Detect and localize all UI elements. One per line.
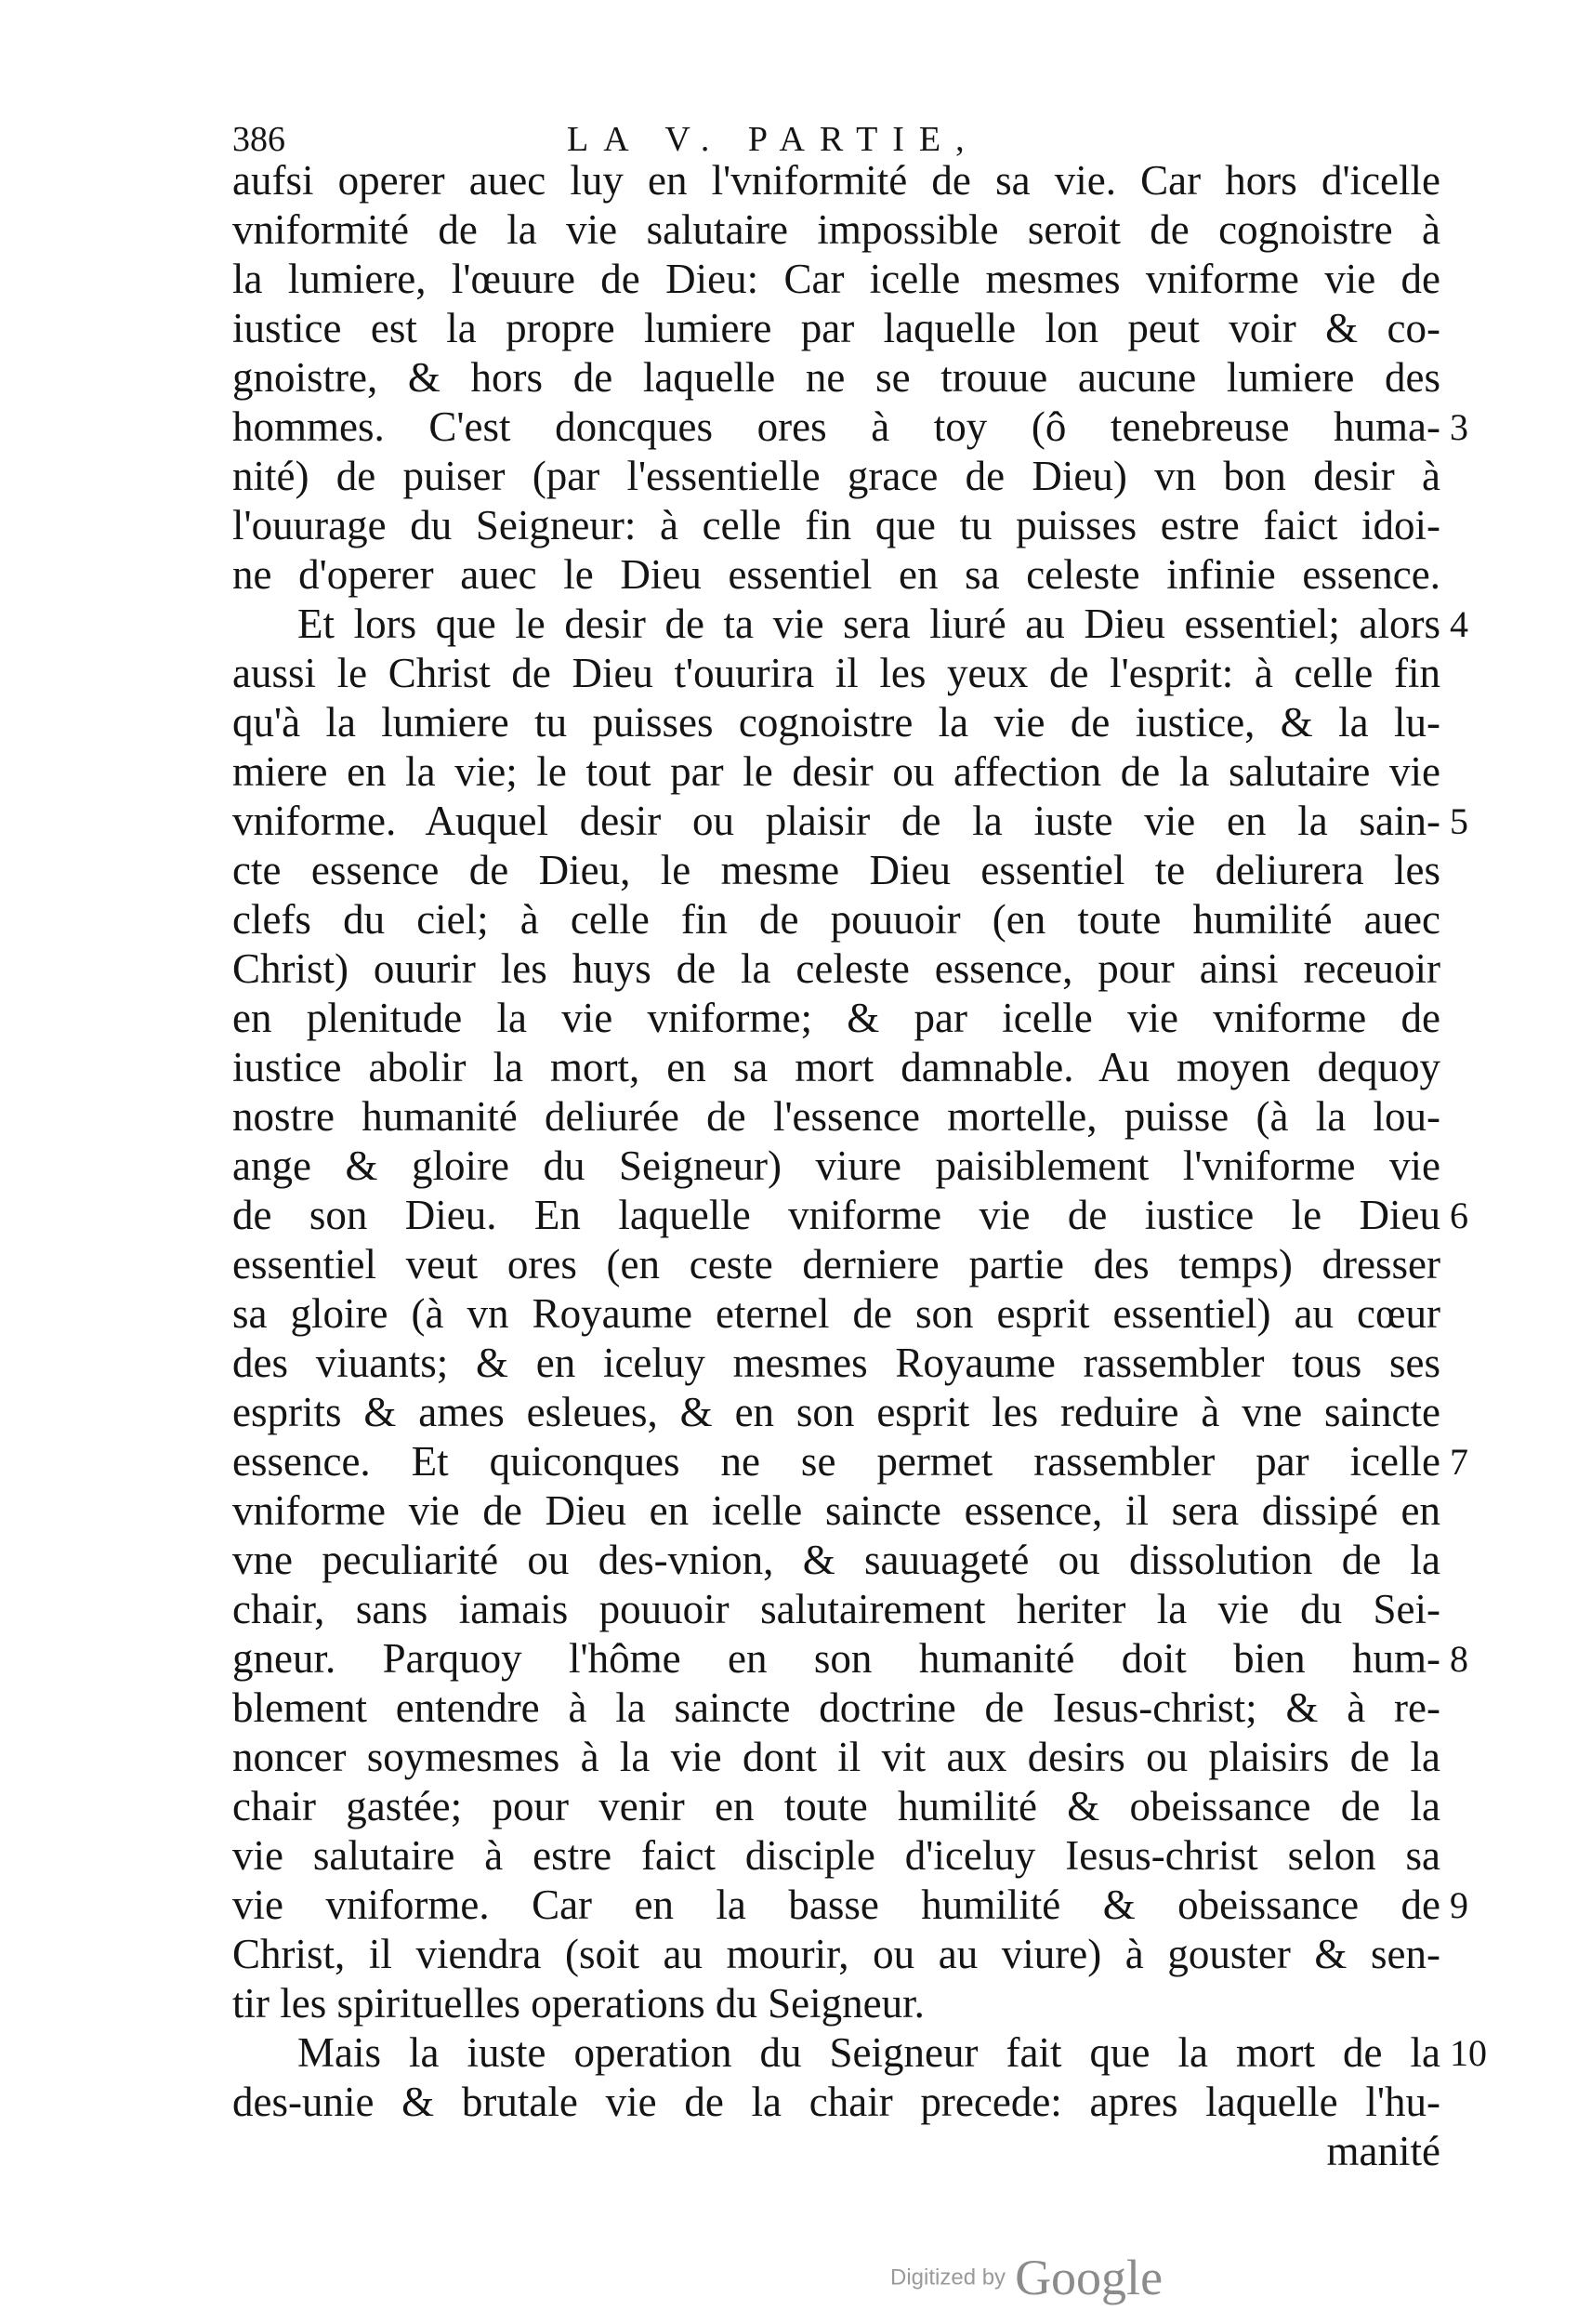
page-number: 386	[232, 120, 285, 159]
line-text: essentiel veut ores (en ceste derniere partie des temps) dresser	[232, 1241, 1440, 1287]
text-line	[232, 1831, 1440, 1881]
text-line	[232, 600, 1468, 649]
line-text: essence. Et quiconques ne se permet rassembler par icelle	[232, 1438, 1440, 1485]
verse-number: 4	[1450, 603, 1468, 645]
text-line	[232, 2028, 1487, 2078]
running-head: LA V. PARTIE,	[567, 120, 980, 159]
line-text: en plenitude la vie vniforme; & par icelle vie vniforme de	[232, 995, 1440, 1041]
verse-number: 5	[1450, 800, 1468, 842]
verse-number: 3	[1450, 406, 1468, 448]
text-line	[232, 353, 1440, 403]
line-text: des-unie & brutale vie de la chair precede: apres laquelle l'hu-	[232, 2079, 1440, 2125]
verse-number: 7	[1450, 1441, 1468, 1483]
line-text: Christ) ouurir les huys de la celeste essence, pour ainsi receuoir	[232, 945, 1440, 992]
text-line	[232, 797, 1468, 846]
text-line	[232, 304, 1440, 353]
text-line	[232, 550, 1440, 600]
text-line	[232, 2078, 1440, 2127]
line-text: vie salutaire à estre faict disciple d'iceluy Iesus-christ selon sa	[232, 1832, 1440, 1879]
text-line	[232, 1585, 1440, 1634]
digitized-label: Digitized by	[890, 2265, 1006, 2291]
text-line	[232, 501, 1440, 550]
text-line	[232, 649, 1440, 698]
text-line	[232, 205, 1440, 255]
line-text: tir les spirituelles operations du Seigneur.	[232, 1980, 925, 2027]
line-text: vie vniforme. Car en la basse humilité & obeissance de	[232, 1882, 1440, 1928]
text-line	[232, 994, 1440, 1043]
line-text: sa gloire (à vn Royaume eternel de son esprit essentiel) au cœur	[232, 1290, 1440, 1337]
text-line	[232, 895, 1440, 944]
line-text: vne peculiarité ou des-vnion, & sauuageté ou dissolution de la	[232, 1537, 1440, 1583]
text-line	[232, 403, 1468, 452]
text-line	[232, 1979, 1440, 2028]
line-text: nostre humanité deliurée de l'essence mortelle, puisse (à la lou-	[232, 1093, 1440, 1140]
line-text: qu'à la lumiere tu puisses cognoistre la vie de iustice, & la lu-	[232, 699, 1440, 746]
text-line	[232, 747, 1440, 797]
line-text: aussi le Christ de Dieu t'ouurira il les yeux de l'esprit: à celle fin	[232, 650, 1440, 696]
line-text: nité) de puiser (par l'essentielle grace de Dieu) vn bon desir à	[232, 453, 1440, 499]
text-line	[232, 1092, 1440, 1142]
text-line	[232, 1289, 1440, 1339]
text-line	[232, 1486, 1440, 1536]
line-text: ne d'operer auec le Dieu essentiel en sa celeste infinie essence.	[232, 551, 1440, 598]
text-line	[232, 944, 1440, 994]
line-text: cte essence de Dieu, le mesme Dieu essentiel te deliurera les	[232, 847, 1440, 893]
line-text: iustice abolir la mort, en sa mort damnable. Au moyen dequoy	[232, 1044, 1440, 1090]
text-line	[232, 1881, 1468, 1930]
digitized-by-google-watermark	[890, 2250, 1163, 2305]
line-text: blement entendre à la saincte doctrine de Iesus-christ; & à re-	[232, 1684, 1440, 1731]
line-text: la lumiere, l'œuure de Dieu: Car icelle mesmes vniforme vie de	[232, 256, 1440, 302]
line-text: vniforme vie de Dieu en icelle saincte essence, il sera dissipé en	[232, 1487, 1440, 1534]
text-line	[232, 1388, 1440, 1437]
verse-number: 6	[1450, 1195, 1468, 1236]
line-text: esprits & ames esleues, & en son esprit les reduire à vne saincte	[232, 1389, 1440, 1435]
text-line	[232, 1930, 1440, 1979]
text-line	[232, 698, 1440, 747]
line-text: gneur. Parquoy l'hôme en son humanité doit bien hum-	[232, 1635, 1440, 1682]
text-line	[232, 1437, 1468, 1486]
verse-number: 9	[1450, 1884, 1468, 1926]
text-line	[232, 1733, 1440, 1782]
catchword	[232, 2127, 1440, 2176]
text-line	[232, 156, 1440, 205]
line-text: des viuants; & en iceluy mesmes Royaume rassembler tous ses	[232, 1340, 1440, 1386]
line-text: l'ouurage du Seigneur: à celle fin que tu puisses estre faict idoi-	[232, 502, 1440, 548]
line-text: noncer soymesmes à la vie dont il vit aux desirs ou plaisirs de la	[232, 1734, 1440, 1780]
text-line	[232, 1634, 1468, 1684]
line-text: de son Dieu. En laquelle vniforme vie de iustice le Dieu	[232, 1192, 1440, 1238]
verse-number: 8	[1450, 1638, 1468, 1680]
text-line	[232, 1782, 1440, 1831]
line-text: chair gastée; pour venir en toute humilité & obeissance de la	[232, 1783, 1440, 1829]
text-line	[232, 1339, 1440, 1388]
line-text: hommes. C'est doncques ores à toy (ô tenebreuse huma-	[232, 403, 1440, 450]
text-line	[232, 1142, 1440, 1191]
text-line	[232, 1043, 1440, 1092]
text-line	[232, 1191, 1468, 1240]
text-line	[232, 1240, 1440, 1289]
line-text: vniforme. Auquel desir ou plaisir de la iuste vie en la sain-	[232, 798, 1440, 844]
line-text: aufsi operer auec luy en l'vniformité de sa vie. Car hors d'icelle	[232, 157, 1440, 204]
line-text: gnoistre, & hors de laquelle ne se trouue aucune lumiere des	[232, 354, 1440, 401]
text-line	[232, 255, 1440, 304]
line-text: miere en la vie; le tout par le desir ou affection de la salutaire vie	[232, 748, 1440, 795]
line-text: Et lors que le desir de ta vie sera liuré au Dieu essentiel; alors	[297, 601, 1440, 647]
text-line	[232, 846, 1440, 895]
verse-number: 10	[1450, 2032, 1487, 2074]
line-text: iustice est la propre lumiere par laquelle lon peut voir & co-	[232, 305, 1440, 351]
line-text: vniformité de la vie salutaire impossible seroit de cognoistre à	[232, 206, 1440, 253]
text-line	[232, 1536, 1440, 1585]
line-text: Mais la iuste operation du Seigneur fait que la mort de la	[297, 2029, 1440, 2076]
text-line	[232, 1684, 1440, 1733]
line-text: clefs du ciel; à celle fin de pouuoir (en toute humilité auec	[232, 896, 1440, 943]
line-text: Christ, il viendra (soit au mourir, ou au viure) à gouster & sen-	[232, 1931, 1440, 1977]
line-text: chair, sans iamais pouuoir salutairement heriter la vie du Sei-	[232, 1586, 1440, 1632]
body-text	[232, 156, 1487, 2176]
text-line	[232, 452, 1440, 501]
line-text: ange & gloire du Seigneur) viure paisiblement l'vniforme vie	[232, 1142, 1440, 1189]
catchword-text: manité	[1326, 2128, 1440, 2174]
google-logo: Google	[1015, 2250, 1164, 2306]
